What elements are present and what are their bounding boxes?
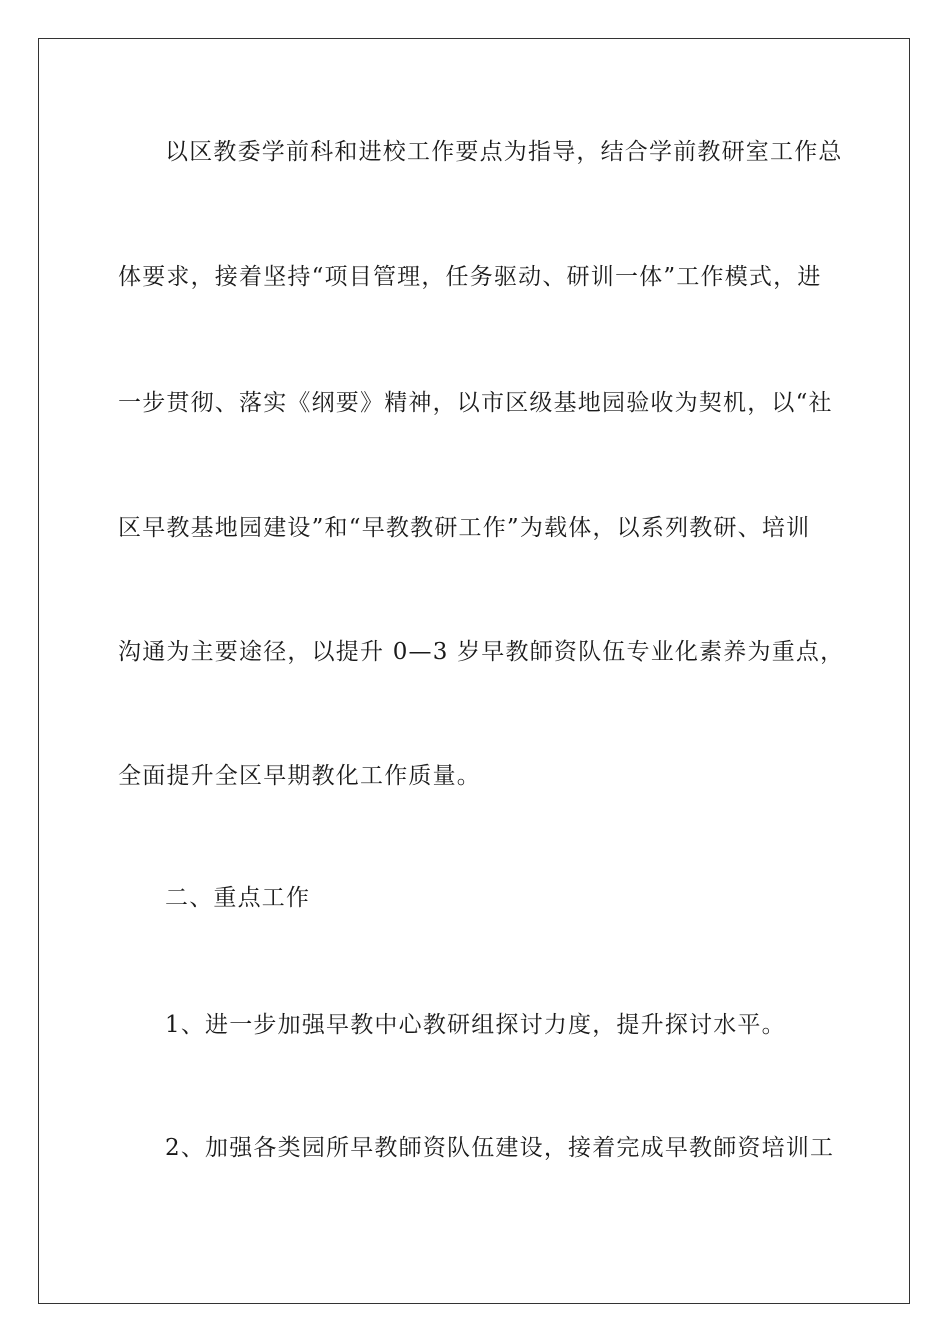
page-border [38,38,910,1304]
paragraph-line-2: 体要求，接着坚持“项目管理，任务驱动、研训一体”工作模式，进 [118,264,822,290]
paragraph-line-4: 区早教基地园建设”和“早教教研工作”为载体，以系列教研、培训 [118,515,811,541]
paragraph-line-1: 以区教委学前科和进校工作要点为指导，结合学前教研室工作总 [165,139,843,165]
paragraph-line-3: 一步贯彻、落实《纲要》精神，以市区级基地园验收为契机，以“社 [118,390,833,416]
paragraph-line-6: 全面提升全区早期教化工作质量。 [118,763,481,789]
list-item-2: 2、加强各类园所早教師资队伍建设，接着完成早教師资培训工 [165,1135,835,1161]
section-heading: 二、重点工作 [165,885,311,911]
paragraph-line-5: 沟通为主要途径，以提升 0—3 岁早教師资队伍专业化素养为重点， [118,639,845,665]
list-item-1: 1、进一步加强早教中心教研组探讨力度，提升探讨水平。 [165,1012,786,1038]
